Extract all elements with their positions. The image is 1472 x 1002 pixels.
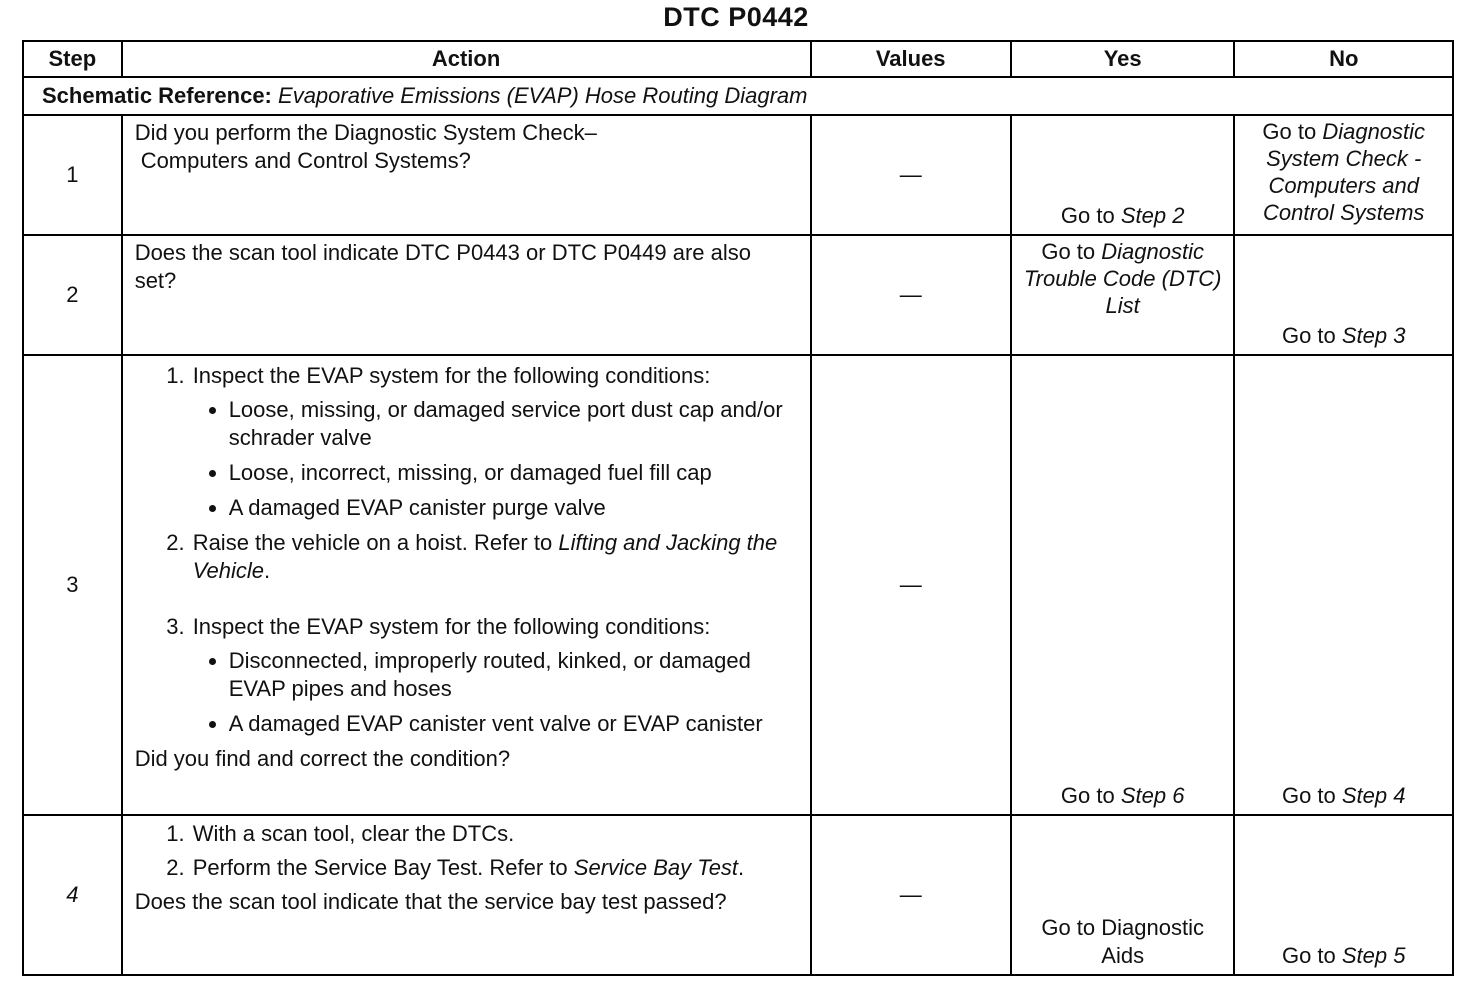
action-question: Does the scan tool indicate that the service bay test passed? — [134, 889, 727, 914]
yes-cell — [1011, 355, 1235, 815]
list-item-text: . — [738, 855, 745, 880]
reference-label: Schematic Reference: — [42, 83, 272, 108]
header-yes: Yes — [1011, 41, 1235, 77]
no-cell — [1234, 355, 1453, 815]
step-number: 3 — [23, 355, 122, 815]
list-item-text: Raise the vehicle on a hoist. Refer to — [192, 530, 559, 555]
values-cell: — — [811, 815, 1011, 975]
schematic-reference — [23, 77, 1453, 115]
step-number: 2 — [23, 235, 122, 355]
yes-prefix: Go to — [1060, 203, 1121, 228]
yes-cell — [1011, 815, 1235, 975]
table-row — [23, 355, 1453, 815]
yes-link[interactable]: Go to Diagnostic Aids — [1041, 915, 1204, 968]
bullet-item: • A damaged EVAP canister vent valve or EVAP canister — [229, 710, 798, 738]
list-item-text: Inspect the EVAP system for the following conditions: — [192, 363, 711, 388]
values-cell: — — [811, 115, 1011, 235]
action-cell — [122, 235, 811, 355]
no-cell — [1234, 235, 1453, 355]
table-row — [23, 115, 1453, 235]
values-cell: — — [811, 355, 1011, 815]
yes-link[interactable]: Step 2 — [1120, 203, 1185, 228]
yes-prefix: Go to — [1041, 239, 1102, 264]
no-link[interactable]: Step 4 — [1341, 783, 1406, 808]
action-text: Computers and Control Systems? — [140, 148, 471, 173]
action-list — [135, 362, 798, 738]
action-list — [135, 820, 798, 882]
schematic-reference-row — [23, 77, 1453, 115]
list-item-text: . — [264, 558, 271, 583]
values-cell: — — [811, 235, 1011, 355]
step-number: 1 — [23, 115, 122, 235]
table-row — [23, 235, 1453, 355]
header-action: Action — [122, 41, 811, 77]
header-step: Step — [23, 41, 122, 77]
spacer — [193, 585, 798, 607]
bullet-item: • A damaged EVAP canister purge valve — [229, 494, 798, 522]
header-no: No — [1234, 41, 1453, 77]
header-row — [23, 41, 1453, 77]
reference-link[interactable]: Lifting and Jacking the Vehicle — [192, 530, 778, 583]
page-title: DTC P0442 — [663, 2, 809, 32]
yes-link[interactable]: Step 6 — [1120, 783, 1185, 808]
no-cell — [1234, 115, 1453, 235]
list-item — [191, 529, 798, 607]
no-prefix: Go to — [1281, 323, 1342, 348]
step-number: 4 — [23, 815, 122, 975]
list-item — [191, 854, 798, 882]
yes-cell — [1011, 115, 1235, 235]
bullet-item: • Loose, missing, or damaged service port dust cap and/or schrader valve — [229, 396, 798, 452]
bullet-list — [193, 396, 798, 522]
action-cell — [122, 815, 811, 975]
bullet-item: • Disconnected, improperly routed, kinked, or damaged EVAP pipes and hoses — [229, 647, 798, 703]
action-text: Did you perform the Diagnostic System Check– — [134, 120, 597, 145]
header-values: Values — [811, 41, 1011, 77]
list-item — [191, 613, 798, 738]
list-item-text: Inspect the EVAP system for the following conditions: — [192, 614, 711, 639]
action-cell — [122, 355, 811, 815]
reference-link[interactable]: Service Bay Test — [573, 855, 739, 880]
list-item — [191, 362, 798, 522]
yes-prefix: Go to — [1060, 783, 1121, 808]
bullet-list — [193, 647, 798, 738]
bullet-item: • Loose, incorrect, missing, or damaged fuel fill cap — [229, 459, 798, 487]
list-item: 1. With a scan tool, clear the DTCs. — [191, 820, 798, 848]
no-link[interactable]: Step 3 — [1341, 323, 1406, 348]
no-cell — [1234, 815, 1453, 975]
yes-cell — [1011, 235, 1235, 355]
list-item-text: Perform the Service Bay Test. Refer to — [192, 855, 574, 880]
no-prefix: Go to — [1281, 783, 1342, 808]
diagnostic-table — [22, 40, 1454, 976]
no-link[interactable]: Diagnostic System Check - Computers and Control Systems — [1263, 119, 1426, 225]
action-text: Does the scan tool indicate DTC P0443 or DTC P0449 are also set? — [134, 240, 752, 293]
reference-link[interactable]: Evaporative Emissions (EVAP) Hose Routing Diagram — [278, 83, 808, 108]
action-cell — [122, 115, 811, 235]
yes-link[interactable]: Diagnostic Trouble Code (DTC) List — [1023, 239, 1222, 318]
no-prefix: Go to — [1281, 943, 1342, 968]
no-link[interactable]: Step 5 — [1341, 943, 1406, 968]
action-question: Did you find and correct the condition? — [134, 746, 511, 771]
table-row — [23, 815, 1453, 975]
no-prefix: Go to — [1262, 119, 1323, 144]
